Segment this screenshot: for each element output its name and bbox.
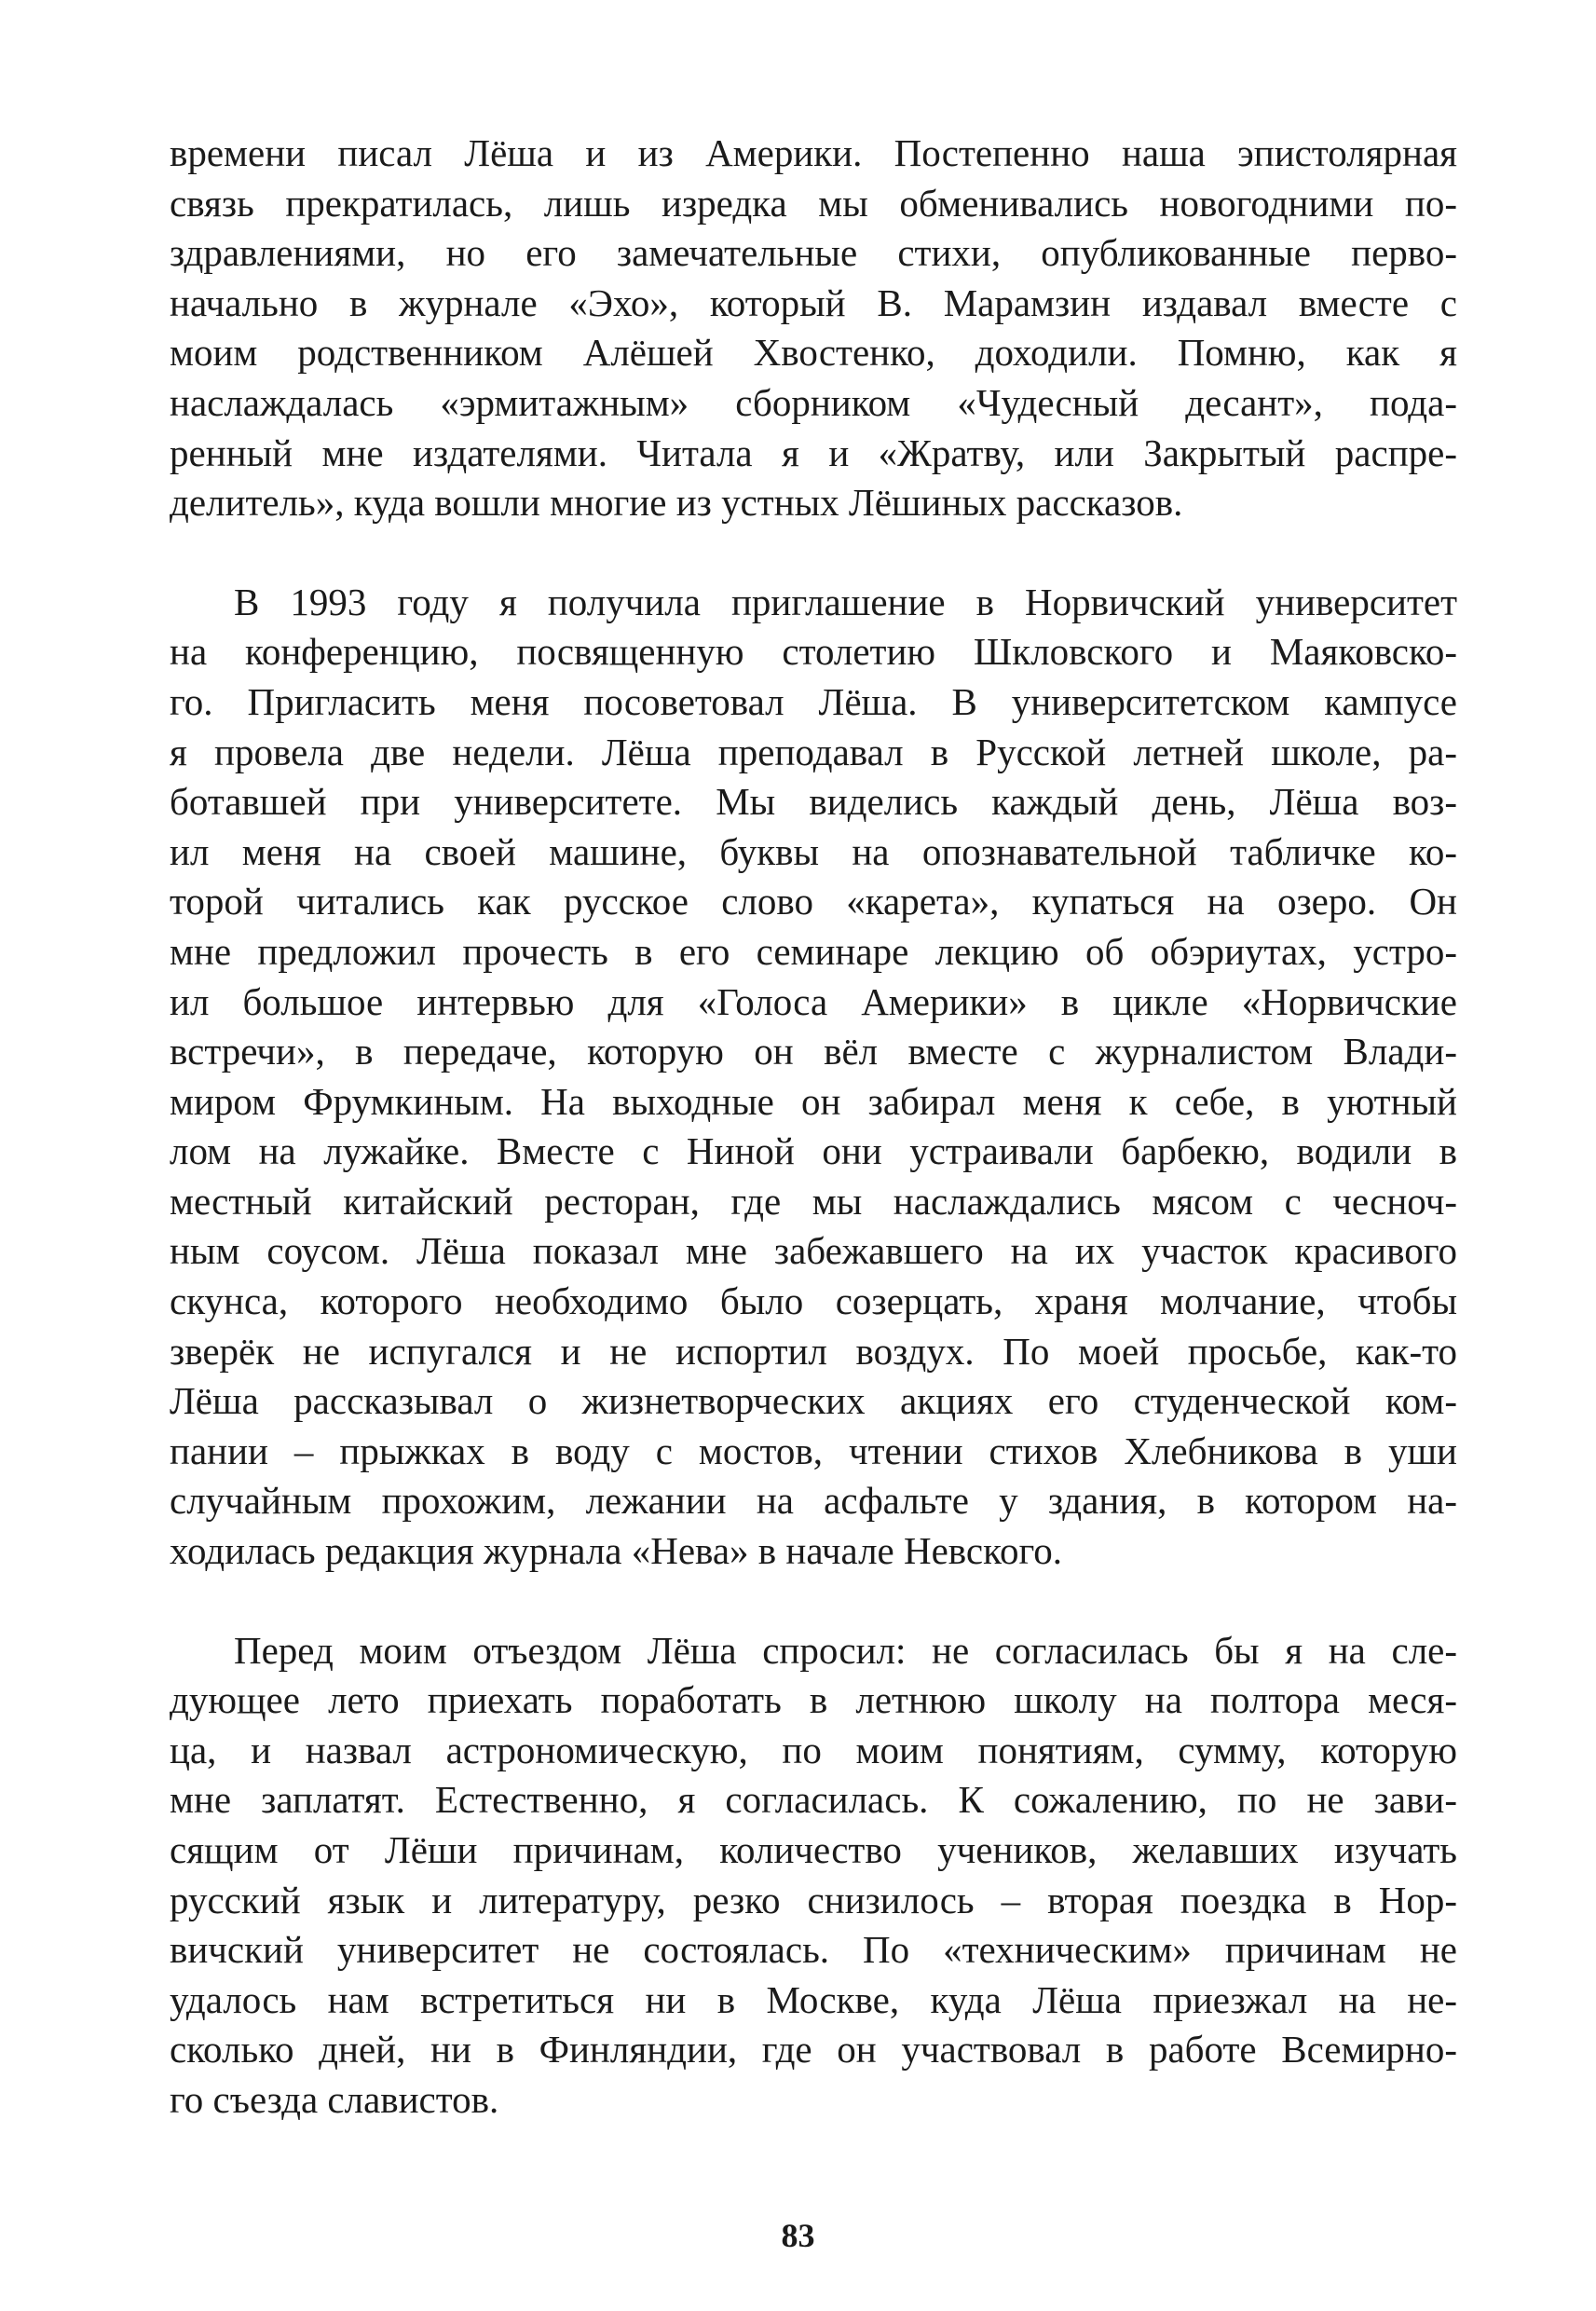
text-line: русский язык и литературу, резко снизилось – вторая поездка в Нор- <box>170 1878 1457 1921</box>
text-line: ным соусом. Лёша показал мне забежавшего на их участок красивого <box>170 1229 1457 1273</box>
text-line: времени писал Лёша и из Америки. Постепенно наша эпистолярная <box>170 131 1457 174</box>
text-line: удалось нам встретиться ни в Москве, куда Лёша приезжал на не- <box>170 1977 1457 2021</box>
text-line: пании – прыжках в воду с мостов, чтении стихов Хлебникова в уши <box>170 1429 1457 1472</box>
text-line: ил меня на своей машине, буквы на опознавательной табличке ко- <box>170 829 1457 873</box>
text-line: дующее лето приехать поработать в летнюю школу на полтора меся- <box>170 1678 1457 1722</box>
text-line: мне предложил прочесть в его семинаре лекцию об обэриутах, устро- <box>170 929 1457 973</box>
text-line: моим родственником Алёшей Хвостенко, доходили. Помню, как я <box>170 331 1457 375</box>
text-line: ил большое интервью для «Голоса Америки» в цикле «Норвичские <box>170 979 1457 1023</box>
text-line: мне заплатят. Естественно, я согласилась. К сожалению, по не зави- <box>170 1778 1457 1822</box>
text-line: Лёша рассказывал о жизнетворческих акциях его студенческой ком- <box>170 1379 1457 1423</box>
text-line: местный китайский ресторан, где мы наслаждались мясом с чесноч- <box>170 1179 1457 1223</box>
text-line: связь прекратилась, лишь изредка мы обменивались новогодними по- <box>170 181 1457 225</box>
text-line: торой читались как русское слово «карета», купаться на озеро. Он <box>170 880 1457 923</box>
text-line: начально в журнале «Эхо», который В. Марамзин издавал вместе с <box>170 280 1457 324</box>
text-line: ца, и назвал астрономическую, по моим понятиям, сумму, которую <box>170 1728 1457 1771</box>
text-line: го. Пригласить меня посоветовал Лёша. В университетском кампусе <box>170 679 1457 723</box>
text-line: сколько дней, ни в Финляндии, где он участвовал в работе Всемирно- <box>170 2028 1457 2072</box>
page-body <box>170 129 1457 2126</box>
text-line: В 1993 году я получила приглашение в Норвичский университет <box>234 580 1457 623</box>
text-line: го съезда славистов. <box>170 2077 499 2121</box>
text-line: случайным прохожим, лежании на асфальте у здания, в котором на- <box>170 1479 1457 1523</box>
text-line: делитель», куда вошли многие из устных Лёшиных рассказов. <box>170 481 1183 525</box>
text-line: встречи», в передаче, которую он вёл вместе с журналистом Влади- <box>170 1030 1457 1073</box>
text-line: миром Фрумкиным. На выходные он забирал меня к себе, в уютный <box>170 1079 1457 1123</box>
text-line: наслаждалась «эрмитажным» сборником «Чудесный десант», пода- <box>170 380 1457 424</box>
text-line: ренный мне издателями. Читала я и «Жратву, или Закрытый распре- <box>170 431 1457 474</box>
paragraph-3 <box>170 1626 1457 2126</box>
paragraph-2 <box>170 578 1457 1577</box>
text-line: зверёк не испугался и не испортил воздух. По моей просьбе, как-то <box>170 1329 1457 1373</box>
text-line: я провела две недели. Лёша преподавал в Русской летней школе, ра- <box>170 730 1457 773</box>
page-number: 83 <box>781 2217 815 2254</box>
text-line: сящим от Лёши причинам, количество учеников, желавших изучать <box>170 1828 1457 1871</box>
text-line: скунса, которого необходимо было созерцать, храня молчание, чтобы <box>170 1279 1457 1323</box>
text-line: Перед моим отъездом Лёша спросил: не согласилась бы я на сле- <box>234 1628 1457 1672</box>
text-line: здравлениями, но его замечательные стихи, опубликованные перво- <box>170 231 1457 275</box>
text-line: на конференцию, посвященную столетию Шкловского и Маяковско- <box>170 630 1457 674</box>
text-line: ходилась редакция журнала «Нева» в начале Невского. <box>170 1529 1062 1573</box>
text-line: лом на лужайке. Вместе с Ниной они устраивали барбекю, водили в <box>170 1129 1457 1173</box>
paragraph-1 <box>170 129 1457 528</box>
text-line: ботавшей при университете. Мы виделись каждый день, Лёша воз- <box>170 780 1457 824</box>
text-line: вичский университет не состоялась. По «техническим» причинам не <box>170 1928 1457 1972</box>
